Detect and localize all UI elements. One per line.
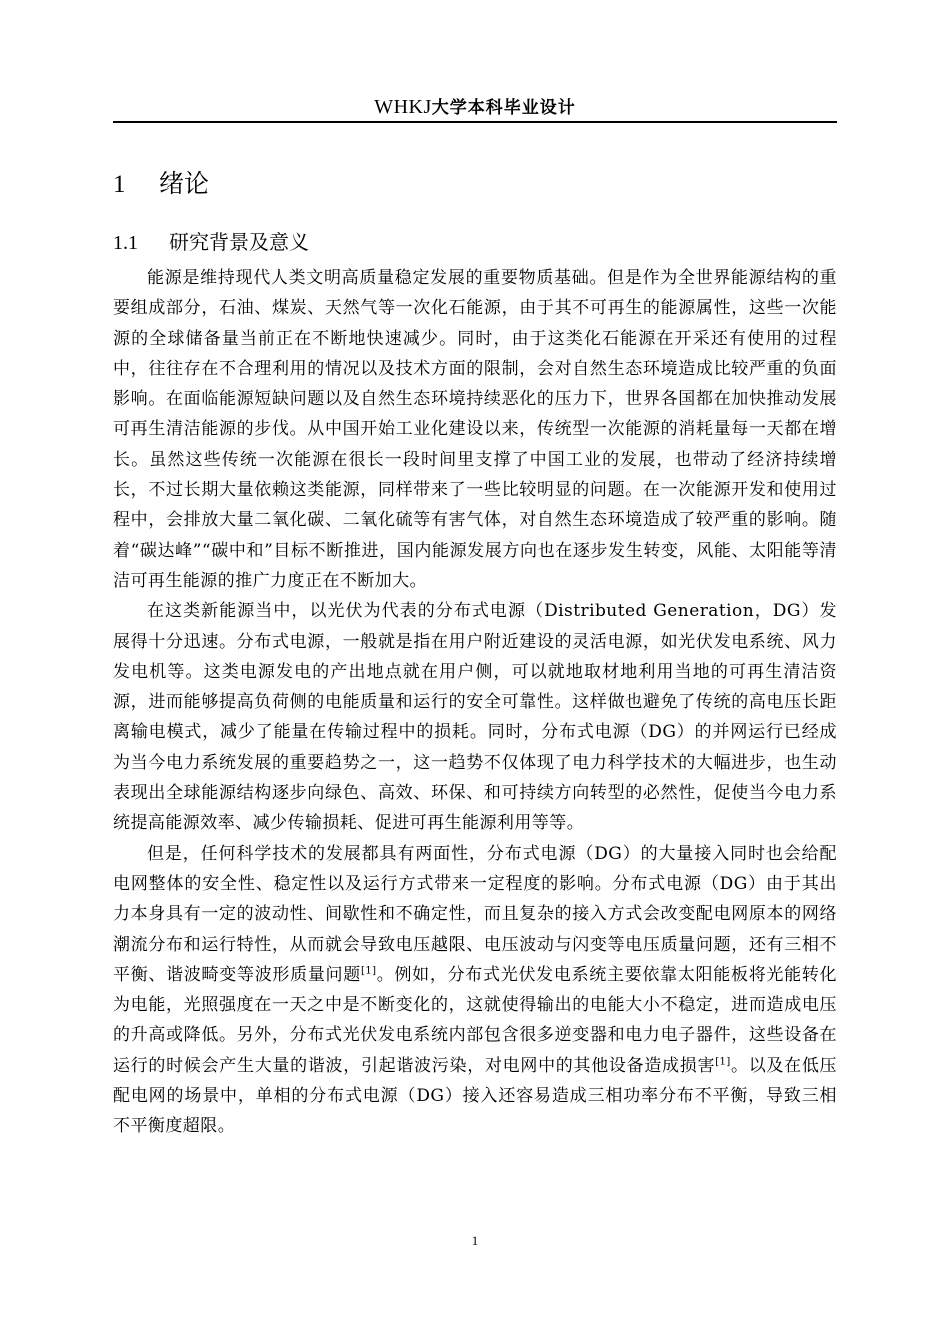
section-heading	[113, 227, 309, 258]
paragraph-3-part-2: 。例如，分布式光伏发电系统主要依靠太阳能板将光能转化为电能，光照强度在一天之中是不断变化的，这就使得输出的电能大小不稳定，进而造成电压的升高或降低。另外，分布式光伏发电系统内部包含很多逆变器和电力电子器件，这些设备在运行的时候会产生大量的谐波，引起谐波污染，对电网中的其他设备造成损害	[113, 964, 837, 1076]
page-header	[113, 92, 837, 122]
citation-1[interactable]: [1]	[360, 965, 377, 977]
paragraph-3	[113, 839, 837, 1142]
header-school-code: WHKJ	[374, 96, 432, 118]
paragraph-2: 在这类新能源当中，以光伏为代表的分布式电源（Distributed Generation，DG）发展得十分迅速。分布式电源，一般就是指在用户附近建设的灵活电源，如光伏发电系统、风力发电机等。这类电源发电的产出地点就在用户侧，可以就地取材地利用当地的可再生清洁资源，进而能够提高负荷侧的电能质量和运行的安全可靠性。这样做也避免了传统的高电压长距离输电模式，减少了能量在传输过程中的损耗。同时，分布式电源（DG）的并网运行已经成为当今电力系统发展的重要趋势之一，这一趋势不仅体现了电力科学技术的大幅进步，也生动表现出全球能源结构逐步向绿色、高效、环保、和可持续方向转型的必然性，促使当今电力系统提高能源效率、减少传输损耗、促进可再生能源利用等等。	[113, 601, 837, 834]
paragraph-1: 能源是维持现代人类文明高质量稳定发展的重要物质基础。但是作为全世界能源结构的重要组成部分，石油、煤炭、天然气等一次化石能源，由于其不可再生的能源属性，这些一次能源的全球储备量当前正在不断地快速减少。同时，由于这类化石能源在开采还有使用的过程中，往往存在不合理利用的情况以及技术方面的限制，会对自然生态环境造成比较严重的负面影响。在面临能源短缺问题以及自然生态环境持续恶化的压力下，世界各国都在加快推动发展可再生清洁能源的步伐。从中国开始工业化建设以来，传统型一次能源的消耗量每一天都在增长。虽然这些传统一次能源在很长一段时间里支撑了中国工业的发展，也带动了经济持续增长，不过长期大量依赖这类能源，同样带来了一些比较明显的问题。在一次能源开发和使用过程中，会排放大量二氧化碳、二氧化硫等有害气体，对自然生态环境造成了较严重的影响。随着“碳达峰”“碳中和”目标不断推进，国内能源发展方向也在逐步发生转变，风能、太阳能等清洁可再生能源的推广力度正在不断加大。	[113, 268, 837, 591]
citation-2[interactable]: [1]	[715, 1056, 731, 1068]
page-number: 1	[471, 1233, 479, 1248]
paragraph-3-part-1: 但是，任何科学技术的发展都具有两面性，分布式电源（DG）的大量接入同时也会给配电网整体的安全性、稳定性以及运行方式带来一定程度的影响。分布式电源（DG）由于其出力本身具有一定的波动性、间歇性和不确定性，而且复杂的接入方式会改变配电网原本的网络潮流分布和运行特性，从而就会导致电压越限、电压波动与闪变等电压质量问题，还有三相不平衡、谐波畸变等波形质量问题	[113, 843, 837, 985]
chapter-title: 绪论	[159, 169, 210, 198]
chapter-number: 1	[113, 171, 126, 198]
header-school-suffix: 大学本科毕业设计	[431, 98, 576, 118]
body-text	[113, 263, 837, 1142]
chapter-heading	[113, 166, 209, 203]
section-number: 1.1	[113, 232, 138, 254]
paragraph-3-part-3: 。以及在低压配电网的场景中，单相的分布式电源（DG）接入还容易造成三相功率分布不平衡，导致三相不平衡度超限。	[113, 1055, 837, 1137]
header-rule	[113, 121, 837, 123]
section-title: 研究背景及意义	[169, 230, 309, 254]
